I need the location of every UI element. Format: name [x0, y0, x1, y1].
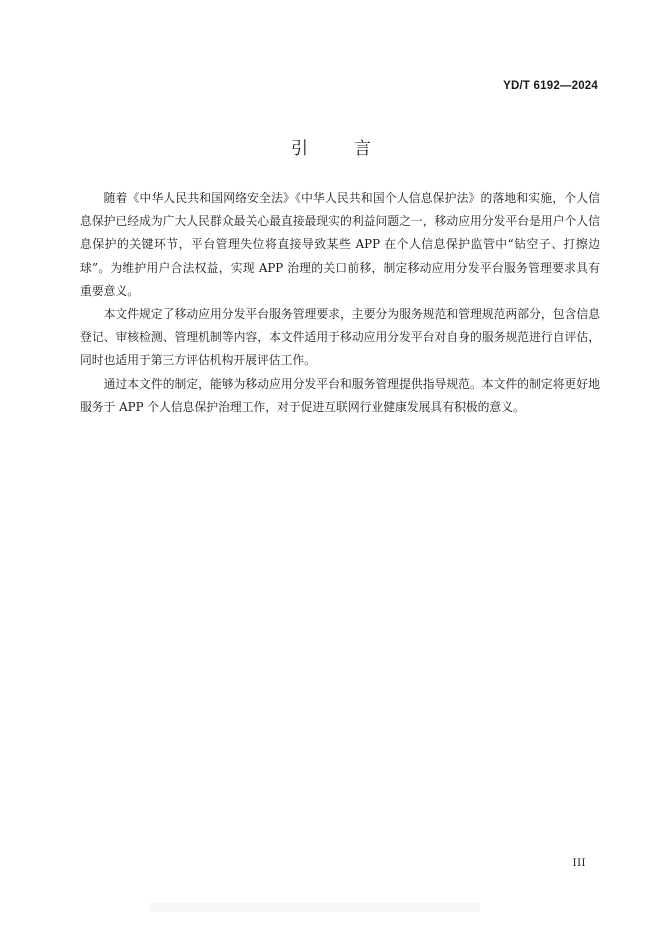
section-title: [0, 134, 662, 159]
introduction-body: [80, 187, 600, 419]
document-code: YD/T 6192—2024: [503, 80, 598, 92]
section-title-char-1: 引: [291, 139, 308, 159]
page-number: III: [572, 858, 586, 869]
paragraph-1: 随着《中华人民共和国网络安全法》《中华人民共和国个人信息保护法》的落地和实施，个人信息保护已经成为广大人民群众最关心最直接最现实的利益问题之一，移动应用分发平台是用户个人信息保护的关键环节，平台管理失位将直接导致某些 APP 在个人信息保护监管中“钻空子、打擦边球”。为维护用户合法权益，实现 APP 治理的关口前移，制定移动应用分发平台服务管理要求具有重要意义。: [80, 191, 600, 298]
section-title-char-2: 言: [354, 139, 371, 159]
paragraph-3: 通过本文件的制定，能够为移动应用分发平台和服务管理提供指导规范。本文件的制定将更好地服务于 APP 个人信息保护治理工作，对于促进互联网行业健康发展具有积极的意义。: [80, 376, 600, 414]
paragraph-2: 本文件规定了移动应用分发平台服务管理要求，主要分为服务规范和管理规范两部分，包含信息登记、审核检测、管理机制等内容，本文件适用于移动应用分发平台对自身的服务规范进行自评估，同时也适用于第三方评估机构开展评估工作。: [80, 307, 600, 368]
footer-band: [150, 903, 480, 912]
